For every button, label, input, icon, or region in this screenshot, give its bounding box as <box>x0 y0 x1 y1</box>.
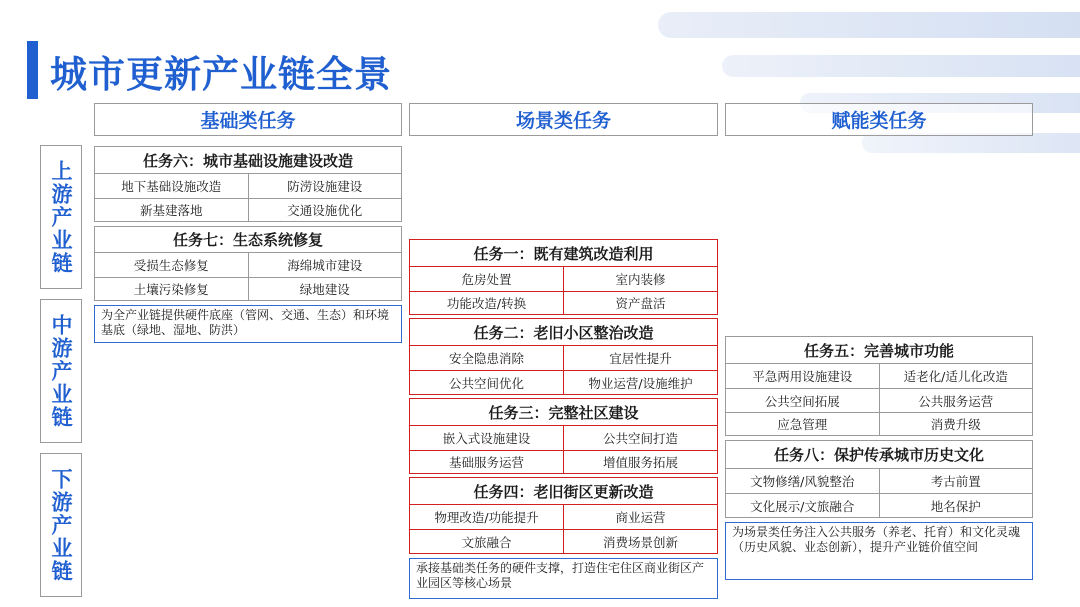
column-header-basic: 基础类任务 <box>94 103 402 136</box>
note-empower: 为场景类任务注入公共服务（养老、托育）和文化灵魂（历史风貌、业态创新），提升产业链价值空间 <box>725 522 1033 580</box>
task-box-6 <box>94 146 402 222</box>
task-item: 防涝设施建设 <box>248 174 402 198</box>
task-item: 嵌入式设施建设 <box>442 431 531 446</box>
task-item: 增值服务拓展 <box>563 451 717 473</box>
stage-upstream <box>40 145 82 289</box>
task-title: 任务二：老旧小区整治改造 <box>410 319 717 346</box>
stage-label: 下游产业链 <box>49 467 73 583</box>
task-item: 功能改造/转换 <box>446 296 527 311</box>
task-item: 基础服务运营 <box>448 455 524 470</box>
task-title: 任务七：生态系统修复 <box>95 227 401 253</box>
column-header-scene: 场景类任务 <box>409 103 718 136</box>
stage-downstream <box>40 453 82 597</box>
task-item: 危房处置 <box>461 272 512 287</box>
task-title: 任务五：完善城市功能 <box>726 337 1032 364</box>
task-item: 室内装修 <box>563 267 717 291</box>
task-item: 物理改造/功能提升 <box>434 510 539 525</box>
task-item: 公共空间优化 <box>448 375 524 391</box>
stage-midstream <box>40 299 82 443</box>
stage-label: 上游产业链 <box>49 159 73 275</box>
task-item: 文化展示/文旅融合 <box>750 498 855 514</box>
task-item: 绿地建设 <box>248 278 402 300</box>
task-item: 文物修缮/风貌整治 <box>750 474 855 489</box>
task-box-5 <box>725 336 1033 436</box>
task-title: 任务六：城市基础设施建设改造 <box>95 147 401 174</box>
task-item: 平急两用设施建设 <box>752 369 853 384</box>
task-item: 地名保护 <box>879 494 1033 517</box>
task-item: 公共空间拓展 <box>764 393 840 409</box>
task-item: 公共服务运营 <box>879 389 1033 412</box>
task-item: 资产盘活 <box>563 292 717 314</box>
task-item: 海绵城市建设 <box>248 253 402 277</box>
decor-bar-2 <box>722 55 1080 77</box>
task-item: 受损生态修复 <box>133 258 209 273</box>
task-item: 公共空间打造 <box>563 426 717 450</box>
task-title: 任务一：既有建筑改造利用 <box>410 240 717 267</box>
task-item: 消费升级 <box>879 413 1033 435</box>
task-title: 任务三：完整社区建设 <box>410 399 717 426</box>
task-item: 商业运营 <box>563 505 717 529</box>
task-item: 应急管理 <box>777 417 828 432</box>
decor-bar-1 <box>658 12 1080 38</box>
task-box-2 <box>409 318 718 395</box>
task-item: 土壤污染修复 <box>133 282 209 297</box>
task-item: 宜居性提升 <box>563 346 717 370</box>
decor-bar-4 <box>862 133 1080 153</box>
task-box-8 <box>725 440 1033 518</box>
task-item: 交通设施优化 <box>248 199 402 221</box>
task-title: 任务八：保护传承城市历史文化 <box>726 441 1032 469</box>
task-box-3 <box>409 398 718 474</box>
stage-label: 中游产业链 <box>49 313 73 429</box>
note-basic: 为全产业链提供硬件底座（管网、交通、生态）和环境基底（绿地、湿地、防洪） <box>94 305 402 343</box>
title-accent-bar <box>27 41 38 99</box>
task-box-1 <box>409 239 718 315</box>
task-item: 适老化/适儿化改造 <box>879 364 1033 388</box>
task-box-4 <box>409 477 718 554</box>
task-box-7 <box>94 226 402 301</box>
task-item: 消费场景创新 <box>563 530 717 553</box>
task-item: 物业运营/设施维护 <box>563 371 717 394</box>
column-header-empower: 赋能类任务 <box>725 103 1033 136</box>
task-title: 任务四：老旧街区更新改造 <box>410 478 717 505</box>
page-title: 城市更新产业链全景 <box>50 53 392 96</box>
note-scene: 承接基础类任务的硬件支撑，打造住宅住区商业街区产业园区等核心场景 <box>409 558 718 599</box>
task-item: 文旅融合 <box>461 534 512 550</box>
task-item: 地下基础设施改造 <box>121 179 222 194</box>
task-item: 考古前置 <box>879 469 1033 493</box>
task-item: 新基建落地 <box>139 203 203 218</box>
task-item: 安全隐患消除 <box>448 351 524 366</box>
